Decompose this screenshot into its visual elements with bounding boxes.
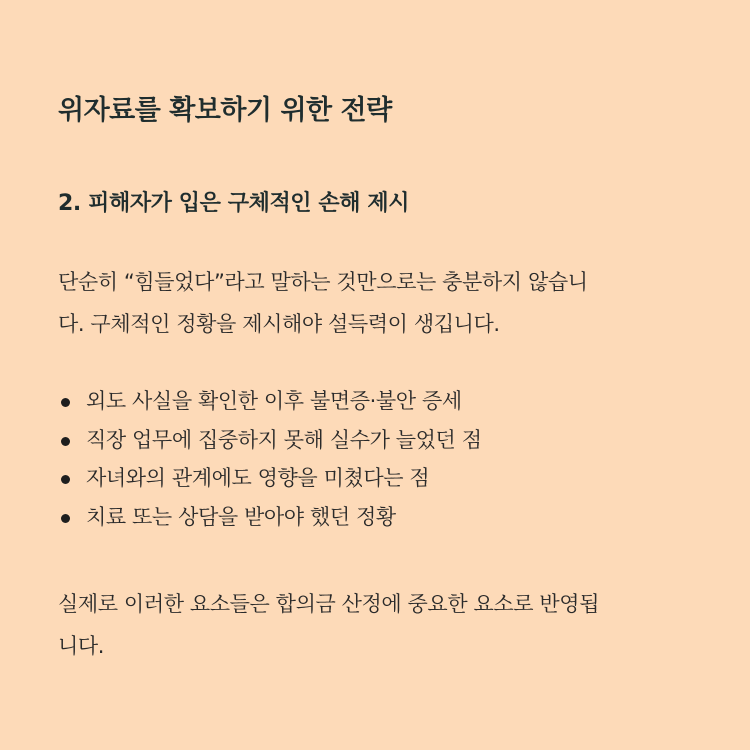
bullet-dot-icon [61,475,70,484]
list-item [58,459,482,498]
intro-line: 단순히 “힘들었다”라고 말하는 것만으로는 충분하지 않습니 [58,270,588,294]
section-heading: 2. 피해자가 입은 구체적인 손해 제시 [58,191,410,216]
page-title: 위자료를 확보하기 위한 전략 [58,95,392,126]
conclusion-line: 니다. [58,634,105,658]
bullet-dot-icon [61,398,70,407]
bullet-dot-icon [61,514,70,523]
conclusion-line: 실제로 이러한 요소들은 합의금 산정에 중요한 요소로 반영됩 [58,592,600,616]
conclusion-paragraph [58,583,694,667]
intro-paragraph [58,261,694,345]
list-item [58,498,482,537]
intro-line: 다. 구체적인 정황을 제시해야 설득력이 생깁니다. [58,312,500,336]
list-item-text: 치료 또는 상담을 받아야 했던 정황 [86,504,396,529]
list-item-text: 직장 업무에 집중하지 못해 실수가 늘었던 점 [86,427,482,452]
list-item-text: 외도 사실을 확인한 이후 불면증·불안 증세 [86,389,462,413]
list-item [58,421,482,460]
list-item-text: 자녀와의 관계에도 영향을 미쳤다는 점 [86,466,430,490]
bullet-dot-icon [61,437,70,446]
damage-list [58,382,482,536]
list-item [58,382,482,421]
